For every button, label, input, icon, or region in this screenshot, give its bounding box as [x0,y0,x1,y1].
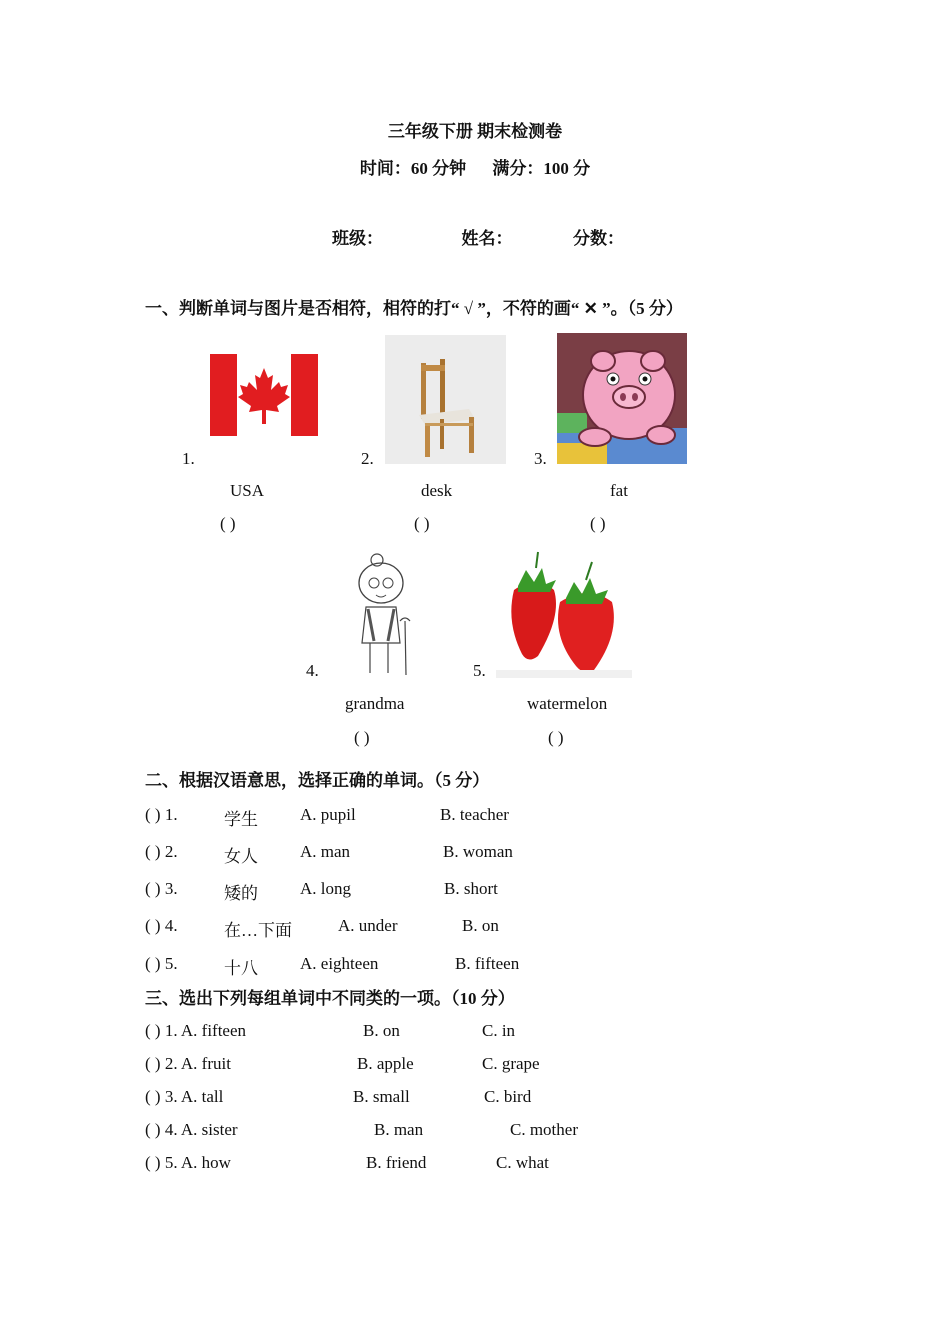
option-b: B. teacher [440,805,509,824]
chinese-term: 矮的 [224,884,258,903]
section3-heading: 三、选出下列每组单词中不同类的一项。（10 分） [145,989,515,1008]
option-b: B. friend [366,1153,427,1172]
option-c: C. bird [484,1087,532,1106]
option-b: B. woman [443,842,513,861]
item-number: 2. [361,449,374,468]
answer-blank[interactable]: ( ) [220,514,236,533]
page-title: 三年级下册 期末检测卷 [387,122,563,141]
strawberry-icon [496,546,632,683]
item-number: 3. [534,449,547,468]
item-number: 5. [473,661,486,680]
option-c: C. mother [510,1120,578,1139]
chinese-term: 女人 [224,847,258,866]
chinese-term: 在…下面 [224,921,292,940]
option-a: A. man [300,842,351,861]
question-number: ( ) 4. A. sister [145,1120,238,1139]
item-number: 4. [306,661,319,680]
question-number: ( ) 5. [145,954,178,973]
item-number: 1. [182,449,195,468]
option-a: A. under [338,916,398,935]
section2-heading: 二、根据汉语意思，选择正确的单词。（5 分） [145,771,490,790]
student-fields [332,224,624,249]
canada-flag-icon [210,354,318,441]
chinese-term: 十八 [224,959,258,978]
word-label: desk [421,481,453,500]
option-b: B. man [374,1120,424,1139]
answer-blank[interactable]: ( ) [354,728,370,747]
name-field-label: 姓名： [461,229,513,248]
answer-blank[interactable]: ( ) [414,514,430,533]
question-number: ( ) 3. A. tall [145,1087,224,1106]
time-limit: 时间：60 分钟 [359,159,467,178]
question-number: ( ) 2. [145,842,178,861]
exam-meta [0,154,950,179]
option-b: B. apple [357,1054,414,1073]
class-field-label: 班级： [332,229,383,248]
full-score: 满分：100 分 [492,159,591,178]
answer-blank[interactable]: ( ) [590,514,606,533]
option-a: A. eighteen [300,954,379,973]
grandma-icon [348,553,418,683]
word-label: watermelon [527,694,608,713]
score-field-label: 分数： [573,229,624,248]
option-a: A. long [300,879,351,898]
option-b: B. short [444,879,498,898]
section1-heading: 一、判断单词与图片是否相符，相符的打“ √ ”，不符的画“ ✕ ”。（5 分） [145,299,683,318]
question-number: ( ) 3. [145,879,178,898]
word-label: fat [610,481,628,500]
chinese-term: 学生 [224,810,258,829]
option-c: C. in [482,1021,516,1040]
option-a: A. pupil [300,805,356,824]
option-b: B. on [462,916,499,935]
question-number: ( ) 4. [145,916,178,935]
word-label: grandma [345,694,405,713]
answer-blank[interactable]: ( ) [548,728,564,747]
question-number: ( ) 5. A. how [145,1153,231,1172]
option-b: B. small [353,1087,410,1106]
question-number: ( ) 1. A. fifteen [145,1021,247,1040]
option-c: C. what [496,1153,549,1172]
option-b: B. fifteen [455,954,520,973]
chair-icon [385,335,506,469]
option-b: B. on [363,1021,400,1040]
question-number: ( ) 2. A. fruit [145,1054,231,1073]
question-number: ( ) 1. [145,805,178,824]
pig-icon [557,333,687,469]
word-label: USA [230,481,265,500]
option-c: C. grape [482,1054,540,1073]
